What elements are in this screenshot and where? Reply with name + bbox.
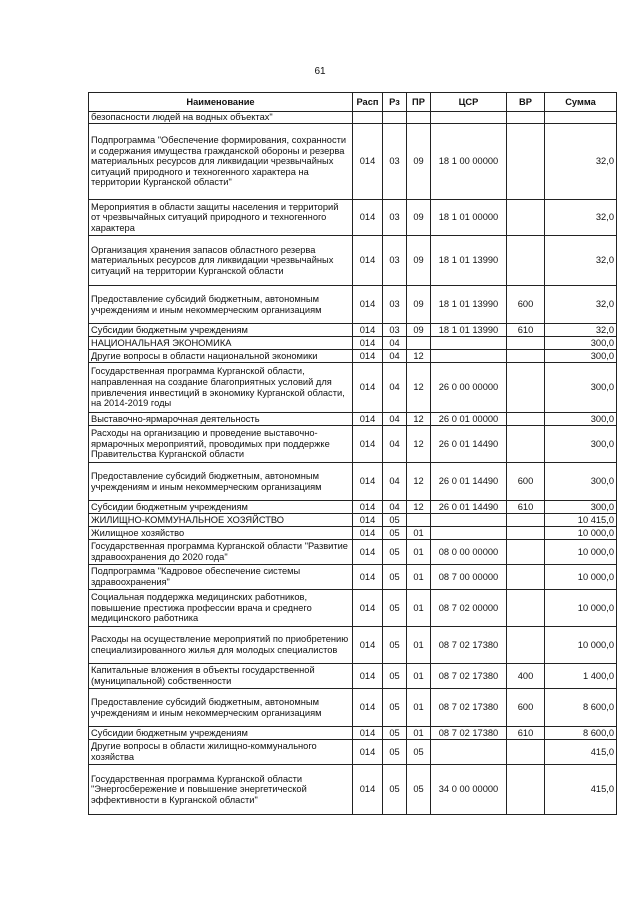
table-row <box>89 514 617 527</box>
table-row <box>89 350 617 363</box>
row-pr: 09 <box>407 286 431 324</box>
row-rz: 05 <box>383 727 407 740</box>
row-rz <box>383 112 407 124</box>
row-rasp: 014 <box>353 765 383 815</box>
col-header-rz: Рз <box>383 93 407 112</box>
row-rz: 05 <box>383 627 407 664</box>
row-name: Субсидии бюджетным учреждениям <box>89 324 353 337</box>
row-sum: 415,0 <box>545 765 617 815</box>
table-row <box>89 627 617 664</box>
table-row <box>89 540 617 565</box>
row-name: Подпрограмма "Кадровое обеспечение системы здравоохранения" <box>89 565 353 590</box>
row-sum: 32,0 <box>545 324 617 337</box>
row-rz: 04 <box>383 463 407 501</box>
row-rz: 04 <box>383 337 407 350</box>
row-sum: 32,0 <box>545 124 617 200</box>
row-name: Государственная программа Курганской области "Энергосбережение и повышение энергетической эффективности в Курганской области" <box>89 765 353 815</box>
row-name: Субсидии бюджетным учреждениям <box>89 501 353 514</box>
row-rz: 03 <box>383 200 407 236</box>
row-rz: 03 <box>383 236 407 286</box>
row-name: Социальная поддержка медицинских работников, повышение престижа профессии врача и среднего медицинского работника <box>89 590 353 627</box>
row-rasp: 014 <box>353 664 383 689</box>
table-row <box>89 565 617 590</box>
row-sum: 300,0 <box>545 463 617 501</box>
row-csr: 08 7 02 00000 <box>431 590 507 627</box>
row-name: Предоставление субсидий бюджетным, автономным учреждениям и иным некоммерческим организациям <box>89 286 353 324</box>
row-pr: 01 <box>407 565 431 590</box>
row-pr: 12 <box>407 413 431 426</box>
row-sum: 300,0 <box>545 350 617 363</box>
row-vr <box>507 363 545 413</box>
row-name: Расходы на осуществление мероприятий по приобретению специализированного жилья для молодых специалистов <box>89 627 353 664</box>
row-vr: 610 <box>507 727 545 740</box>
row-pr: 01 <box>407 590 431 627</box>
row-pr: 05 <box>407 740 431 765</box>
table-row <box>89 413 617 426</box>
row-rz: 04 <box>383 501 407 514</box>
row-rasp <box>353 112 383 124</box>
row-rasp: 014 <box>353 565 383 590</box>
row-pr: 12 <box>407 501 431 514</box>
row-sum: 32,0 <box>545 200 617 236</box>
row-csr <box>431 337 507 350</box>
row-rz: 04 <box>383 350 407 363</box>
row-csr: 26 0 00 00000 <box>431 363 507 413</box>
row-sum: 415,0 <box>545 740 617 765</box>
row-rasp: 014 <box>353 124 383 200</box>
row-name: ЖИЛИЩНО-КОММУНАЛЬНОЕ ХОЗЯЙСТВО <box>89 514 353 527</box>
row-pr: 09 <box>407 124 431 200</box>
row-csr: 18 1 01 13990 <box>431 236 507 286</box>
row-rasp: 014 <box>353 350 383 363</box>
row-vr <box>507 112 545 124</box>
row-rz: 05 <box>383 740 407 765</box>
row-rz: 03 <box>383 124 407 200</box>
row-name: Другие вопросы в области жилищно-коммунального хозяйства <box>89 740 353 765</box>
row-pr: 12 <box>407 426 431 463</box>
row-vr <box>507 765 545 815</box>
row-pr: 01 <box>407 727 431 740</box>
col-header-pr: ПР <box>407 93 431 112</box>
row-rasp: 014 <box>353 740 383 765</box>
row-name: Подпрограмма "Обеспечение формирования, сохранности и содержания имущества гражданской обороны и резерва материальных ресурсов для ликвидации чрезвычайных ситуаций природного и техногенного характера на территории Курганской области" <box>89 124 353 200</box>
col-header-vr: ВР <box>507 93 545 112</box>
table-row <box>89 765 617 815</box>
row-vr <box>507 124 545 200</box>
row-csr: 26 0 01 14490 <box>431 463 507 501</box>
row-rz: 05 <box>383 590 407 627</box>
row-rz: 05 <box>383 689 407 727</box>
row-rasp: 014 <box>353 501 383 514</box>
row-vr <box>507 540 545 565</box>
row-pr: 01 <box>407 627 431 664</box>
table-row <box>89 426 617 463</box>
row-pr: 01 <box>407 540 431 565</box>
row-pr: 12 <box>407 350 431 363</box>
row-csr <box>431 112 507 124</box>
row-name: безопасности людей на водных объектах" <box>89 112 353 124</box>
row-sum: 32,0 <box>545 286 617 324</box>
row-rz: 03 <box>383 324 407 337</box>
table-row <box>89 200 617 236</box>
row-csr: 18 1 01 13990 <box>431 286 507 324</box>
col-header-rasp: Расп <box>353 93 383 112</box>
row-name: Государственная программа Курганской области, направленная на создание благоприятных условий для привлечения инвестиций в экономику Курганской области, на 2014-2019 годы <box>89 363 353 413</box>
row-rz: 05 <box>383 527 407 540</box>
row-vr <box>507 350 545 363</box>
table-row <box>89 236 617 286</box>
row-pr: 01 <box>407 664 431 689</box>
row-csr: 08 7 02 17380 <box>431 727 507 740</box>
row-csr: 18 1 01 00000 <box>431 200 507 236</box>
row-rz: 05 <box>383 540 407 565</box>
row-rasp: 014 <box>353 527 383 540</box>
row-rasp: 014 <box>353 324 383 337</box>
row-rasp: 014 <box>353 363 383 413</box>
table-header-row <box>89 93 617 112</box>
row-name: Другие вопросы в области национальной экономики <box>89 350 353 363</box>
table-row <box>89 664 617 689</box>
col-header-sum: Сумма <box>545 93 617 112</box>
row-rz: 04 <box>383 363 407 413</box>
row-csr: 08 7 02 17380 <box>431 689 507 727</box>
row-vr <box>507 527 545 540</box>
col-header-name: Наименование <box>89 93 353 112</box>
row-rasp: 014 <box>353 426 383 463</box>
row-rz: 04 <box>383 426 407 463</box>
row-pr: 01 <box>407 527 431 540</box>
row-sum: 300,0 <box>545 337 617 350</box>
row-rasp: 014 <box>353 689 383 727</box>
row-csr <box>431 350 507 363</box>
row-csr: 08 0 00 00000 <box>431 540 507 565</box>
row-pr: 09 <box>407 324 431 337</box>
row-csr: 08 7 02 17380 <box>431 664 507 689</box>
table-row <box>89 689 617 727</box>
row-name: Предоставление субсидий бюджетным, автономным учреждениям и иным некоммерческим организациям <box>89 463 353 501</box>
row-name: Расходы на организацию и проведение выставочно-ярмарочных мероприятий, проводимых при поддержке Правительства Курганской области <box>89 426 353 463</box>
row-rasp: 014 <box>353 236 383 286</box>
row-vr: 600 <box>507 286 545 324</box>
row-sum: 10 415,0 <box>545 514 617 527</box>
row-pr: 12 <box>407 463 431 501</box>
table-row <box>89 501 617 514</box>
row-vr <box>507 337 545 350</box>
row-vr <box>507 565 545 590</box>
row-vr: 610 <box>507 324 545 337</box>
row-name: Государственная программа Курганской области "Развитие здравоохранения до 2020 года" <box>89 540 353 565</box>
row-pr: 09 <box>407 236 431 286</box>
row-csr: 08 7 02 17380 <box>431 627 507 664</box>
row-sum: 10 000,0 <box>545 590 617 627</box>
row-csr: 08 7 00 00000 <box>431 565 507 590</box>
row-csr: 18 1 00 00000 <box>431 124 507 200</box>
table-row <box>89 590 617 627</box>
page-number: 61 <box>314 66 326 77</box>
row-vr <box>507 200 545 236</box>
row-vr: 610 <box>507 501 545 514</box>
row-rasp: 014 <box>353 463 383 501</box>
row-name: НАЦИОНАЛЬНАЯ ЭКОНОМИКА <box>89 337 353 350</box>
row-sum: 300,0 <box>545 363 617 413</box>
row-rasp: 014 <box>353 200 383 236</box>
row-vr <box>507 236 545 286</box>
row-rasp: 014 <box>353 540 383 565</box>
row-csr <box>431 514 507 527</box>
row-pr: 05 <box>407 765 431 815</box>
col-header-csr: ЦСР <box>431 93 507 112</box>
row-vr <box>507 426 545 463</box>
row-name: Предоставление субсидий бюджетным, автономным учреждениям и иным некоммерческим организациям <box>89 689 353 727</box>
row-pr: 01 <box>407 689 431 727</box>
row-sum: 10 000,0 <box>545 627 617 664</box>
row-sum: 32,0 <box>545 236 617 286</box>
row-vr <box>507 740 545 765</box>
table-row <box>89 527 617 540</box>
row-rz: 05 <box>383 514 407 527</box>
row-sum: 8 600,0 <box>545 727 617 740</box>
row-name: Субсидии бюджетным учреждениям <box>89 727 353 740</box>
row-name: Выставочно-ярмарочная деятельность <box>89 413 353 426</box>
table-row <box>89 463 617 501</box>
row-sum <box>545 112 617 124</box>
table-row <box>89 727 617 740</box>
row-rasp: 014 <box>353 627 383 664</box>
row-pr: 12 <box>407 363 431 413</box>
table-row <box>89 324 617 337</box>
row-name: Жилищное хозяйство <box>89 527 353 540</box>
row-sum: 8 600,0 <box>545 689 617 727</box>
row-sum: 300,0 <box>545 501 617 514</box>
row-vr <box>507 627 545 664</box>
table-row <box>89 286 617 324</box>
table-row <box>89 363 617 413</box>
row-csr: 26 0 01 14490 <box>431 426 507 463</box>
row-rz: 05 <box>383 565 407 590</box>
table-row <box>89 740 617 765</box>
row-pr <box>407 337 431 350</box>
row-pr <box>407 112 431 124</box>
row-rz: 05 <box>383 765 407 815</box>
row-sum: 1 400,0 <box>545 664 617 689</box>
row-sum: 10 000,0 <box>545 527 617 540</box>
table-row <box>89 337 617 350</box>
budget-table <box>88 92 617 815</box>
table-row <box>89 112 617 124</box>
row-rz: 04 <box>383 413 407 426</box>
row-vr <box>507 590 545 627</box>
row-csr: 18 1 01 13990 <box>431 324 507 337</box>
row-csr: 26 0 01 00000 <box>431 413 507 426</box>
row-sum: 10 000,0 <box>545 540 617 565</box>
row-rz: 05 <box>383 664 407 689</box>
row-name: Капитальные вложения в объекты государственной (муниципальной) собственности <box>89 664 353 689</box>
row-name: Организация хранения запасов областного резерва материальных ресурсов для ликвидации чрезвычайных ситуаций на территории Курганской области <box>89 236 353 286</box>
row-rasp: 014 <box>353 286 383 324</box>
row-rasp: 014 <box>353 337 383 350</box>
row-pr <box>407 514 431 527</box>
table-row <box>89 124 617 200</box>
row-sum: 300,0 <box>545 426 617 463</box>
row-vr: 600 <box>507 689 545 727</box>
row-rasp: 014 <box>353 727 383 740</box>
row-vr <box>507 413 545 426</box>
row-rasp: 014 <box>353 590 383 627</box>
row-vr <box>507 514 545 527</box>
row-vr: 400 <box>507 664 545 689</box>
row-rasp: 014 <box>353 514 383 527</box>
row-csr: 34 0 00 00000 <box>431 765 507 815</box>
row-csr <box>431 527 507 540</box>
row-rz: 03 <box>383 286 407 324</box>
row-sum: 10 000,0 <box>545 565 617 590</box>
row-pr: 09 <box>407 200 431 236</box>
row-csr <box>431 740 507 765</box>
row-vr: 600 <box>507 463 545 501</box>
row-csr: 26 0 01 14490 <box>431 501 507 514</box>
row-sum: 300,0 <box>545 413 617 426</box>
row-rasp: 014 <box>353 413 383 426</box>
row-name: Мероприятия в области защиты населения и территорий от чрезвычайных ситуаций природного и техногенного характера <box>89 200 353 236</box>
